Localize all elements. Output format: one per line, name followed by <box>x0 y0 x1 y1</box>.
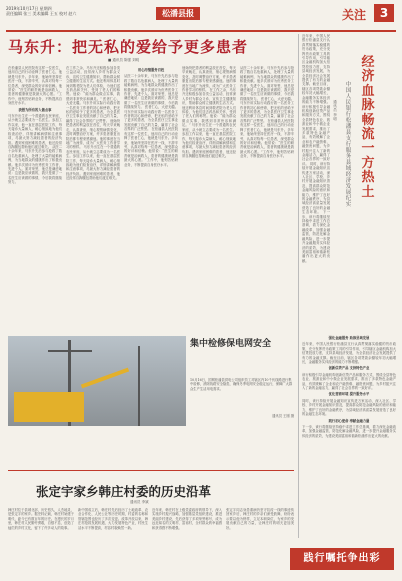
news-photo <box>8 336 186 426</box>
article3-column-1 <box>8 508 74 576</box>
side-column-text <box>302 34 330 334</box>
side-paragraph: 同时，该行持续开展金融知识宣传进万家活动，深入社区、学校、乡村开展金融知识普及，提高群众防范金融风险的意识和能力，维护了良好的金融秩序，为县域经济高质量发展营造了良好的金融生态环境。 <box>302 161 330 215</box>
article1-paragraph: 在松潘县人民医院有这样一位医生，他用自己的行动诠释了医者仁心，他就是马东升。多年来，他始终坚持在医疗一线，不辞辛劳，认真对待每一位患者，深受群众的好评和信赖。他常说：“医生的职责就是治病救人，患者的健康就是我最大的心愿。”工作中，他刻苦钻研业务，不断提高自身医疗水平。 <box>124 127 178 167</box>
article1-paragraph: 从医二十余年来，马东升先后参与抢救了数百名危重病人，处理了大量的疑难病例，为当地群众的健康作出了积极贡献。他多次被评为优秀医务工作者，先进个人。面对荣誉，他总是谦虚地说：这是我应该做的，我只是做了一名医生应该做的事情，今后我将继续努力。 <box>240 66 294 101</box>
article1-subhead: 用心用情服务百姓 <box>137 68 165 72</box>
editor-credits: 责任编辑 张三 美术编辑 王五 校对 赵六 <box>6 11 77 16</box>
article3-paragraph: 新中国成立后，韩庄村先后经历了土地改革、农业合作化、人民公社等历史时期，村委的名称和管辖范围也经历了多次变更。改革开放以来，韩庄村抢抓发展机遇，大力发展特色产业，村民生活水平不断提高，村容村貌焕然一新。 <box>78 508 148 530</box>
side-paragraph: 近年来，中国人民银行松潘县支行认真贯彻落实稳健的货币政策，充分发挥货币政策工具的引导作用，引导辖区金融机构加大信贷投放力度，支持县域经济发展，为全县经济社会发展提供了有力的金融支撑。截至目前，辖区各项贷款余额较年初大幅增长，金融服务实体经济的能力不断增强。 <box>302 34 330 105</box>
article1-paragraph: 在松潘县人民医院有这样一位医生，他用自己的行动诠释了医者仁心，他就是马东升。多年来，他始终坚持在医疗一线，不辞辛劳，认真对待每一位患者，深受群众的好评和信赖。他常说：“医生的职责就是治病救人，患者的健康就是我最大的心愿。”工作中，他刻苦钻研业务，不断提高自身医疗水平。 <box>240 118 294 159</box>
article3-column-4 <box>226 508 294 576</box>
column-divider <box>298 34 299 538</box>
article1-paragraph: 从医二十余年来，马东升先后参与抢救了数百名危重病人，处理了大量的疑难病例，为当地群众的健康作出了积极贡献。他多次被评为优秀医务工作者，先进个人。面对荣誉，他总是谦虚地说：这是我应该做的，我只是做了一名医生应该做的事情，今后我将继续努力。 <box>124 74 178 110</box>
article1-column-1 <box>8 66 62 332</box>
feature-subhead: 创新信贷产品 支持特色产业 <box>328 366 370 371</box>
page-number: 3 <box>374 4 394 22</box>
article3-paragraph: 韩庄村位于县城北部，历史悠久，人杰地灵，是张定宇的家乡。据史料记载，韩庄村始建于明代，距今已有数百年的历史。在漫长的岁月里，韩庄村人民勤劳勇敢，自强不息，创造了灿烂的乡村文化，留下了许多动人的故事。 <box>8 508 74 530</box>
feature-paragraph: 下一步，该行将继续坚持稳中求进工作总基调，着力深化金融改革，加强金融监管，防范化解金融风险，进一步提升金融服务实体经济的质效，为建设美丽富裕和谐新松潘作出更大的贡献。 <box>302 424 396 438</box>
article1-column-2 <box>66 66 120 332</box>
article1-byline: ■ 通讯员 陈强 刘明 <box>108 58 140 62</box>
article1-paragraph: 在松潘县人民医院有这样一位医生，他用自己的行动诠释了医者仁心，他就是马东升。多年来，他始终坚持在医疗一线，不辞辛劳，认真对待每一位患者，深受群众的好评和信赖。他常说：“医生的职责就是治病救人，患者的健康就是我最大的心愿。”工作中，他刻苦钻研业务，不断提高自身医疗水平。 <box>8 66 62 106</box>
article1-paragraph: 在工作之余，马东升还积极参加各类公益活动，经常深入乡村为群众义诊，宣传卫生健康知识，帮助群众树立健康的生活方式。他还利用休息时间到敬老院为老人们体检，为他们送去药品和关怀，受到了老人们的称赞。他说：“能为群众做点实事，我感到非常快乐和满足。” <box>182 88 236 128</box>
feature-vertical-subtitle: 中国人民银行松潘县支行服务县域经济发展纪实 <box>345 82 352 208</box>
utility-pole <box>138 346 140 426</box>
slogan-banner: 践行嘱托争出彩 <box>290 548 394 570</box>
article1-paragraph: 马东升出生在一个普通的农民家庭，从小就立志要成为一名医生。参加工作以来，他一直在基层医院工作，每天接诊大量病人，耐心细致地为他们检查治疗，详细讲解病情和注意事项，尽最大努力减轻患者的经济负担。遇到家庭困难的患者，他还经常自掏腰包帮助他们渡过难关。 <box>66 145 120 181</box>
feature-subhead: 优化营商环境 提升服务水平 <box>328 392 370 397</box>
feature-paragraph: 近年来，中国人民银行松潘县支行认真贯彻落实稳健的货币政策，充分发挥货币政策工具的引导作用，引导辖区金融机构加大信贷投放力度，支持县域经济发展，为全县经济社会发展提供了有力的金融支撑。截至目前，辖区各项贷款余额较年初大幅增长，金融服务实体经济的能力不断增强。 <box>302 342 396 365</box>
issue-date: 2019年10月17日 星期四 <box>6 6 52 11</box>
article1-paragraph: 在工作之余，马东升还积极参加各类公益活动，经常深入乡村为群众义诊，宣传卫生健康知识，帮助群众树立健康的生活方式。他还利用休息时间到敬老院为老人们体检，为他们送去药品和关怀，受到了老人们的称赞。他说：“能为群众做点实事，我感到非常快乐和满足。” <box>66 66 120 101</box>
article3-headline: 张定宇家乡韩庄村委的历史沿革 <box>36 484 212 499</box>
article3-paragraph: 张定宇同志身患重病仍坚守抗疫一线的事迹传回家乡后，韩庄村的乡亲们深受鼓舞，纷纷表示要以他为榜样，立足本职岗位，为家乡的发展贡献自己的力量，让韩庄村的明天更加美好。 <box>226 508 294 530</box>
article1-paragraph: 他始终把患者的利益放在首位，每天早来晚走，认真查房，细心观察病情变化，及时调整治疗方案，许多患者康复出院后都专程来感谢他。他的事迹在当地广为流传，成为广大医务工作者学习的榜样。 <box>66 118 120 150</box>
article2-headline: 集中检修保电网安全 <box>190 339 272 349</box>
feature-paragraph: 该行积极引导金融机构创新信贷产品和服务方式，围绕全县特色农业、旅游业和中小微企业发展需求，推出了多款特色金融产品，有效缓解了企业和农户融资难、融资贵问题，为乡村振兴注入了新的金融活力，赢得了社会各界的一致好评。 <box>302 372 396 391</box>
article3-paragraph: 近年来，韩庄村在上级党委政府的领导下，深入实施乡村振兴战略，加强基层党组织建设，推进美丽乡村建设，先后获得了多项荣誉称号，成为远近闻名的文明村、富裕村，全村群众的幸福感和获得感不断增强。 <box>152 508 222 530</box>
article1-paragraph: 医者仁心，大爱无疆。马东升用实际行动践行着一名医务工作者的初心和使命，把无私的爱给予了更多的患者，为全县医疗卫生事业发展贡献了自己的力量，赢得了社会各界的广泛赞誉。 <box>240 96 294 123</box>
feature-byline: 通讯员 李明 <box>333 100 337 121</box>
truck-boom <box>81 368 129 389</box>
feature-vertical-headline: 经济血脉畅流一方热土 <box>361 55 375 200</box>
article1-headline: 马东升：把无私的爱给予更多患者 <box>8 38 249 56</box>
section-title: 关注 <box>341 8 366 22</box>
article1-column-3 <box>124 66 178 332</box>
feature-subhead: 强化金融服务 助推县域发展 <box>328 336 370 340</box>
article1-subhead: 我想为所有的人做点事 <box>18 107 52 112</box>
article1-paragraph: 从医二十余年来，马东升先后参与抢救了数百名危重病人，处理了大量的疑难病例，为当地群众的健康作出了积极贡献。他多次被评为优秀医务工作者，先进个人。面对荣誉，他总是谦虚地说：这是我应该做的，我只是做了一名医生应该做的事情，今后我将继续努力。 <box>8 144 62 185</box>
article3-column-2 <box>78 508 148 576</box>
feature-body <box>302 334 396 534</box>
feature-paragraph: 同时，该行持续开展金融知识宣传进万家活动，深入社区、学校、乡村开展金融知识普及，提高群众防范金融风险的意识和能力，维护了良好的金融秩序，为县域经济高质量发展营造了良好的金融生态环境。 <box>302 398 396 417</box>
article1-paragraph: 马东升出生在一个普通的农民家庭，从小就立志要成为一名医生。参加工作以来，他一直在基层医院工作，每天接诊大量病人，耐心细致地为他们检查治疗，详细讲解病情和注意事项，尽最大努力减轻患者的经济负担。遇到家庭困难的患者，他还经常自掏腰包帮助他们渡过难关。 <box>8 114 62 149</box>
photo-caption: 10月16日，国网松潘县供电公司组织员工对辖区内10千伏线路进行集中检修，消除线路安全隐患，确保冬季电网安全稳定运行，保障广大群众生产生活用电需求。 <box>190 378 293 391</box>
article3-byline: 通讯员 李斌 <box>130 500 149 504</box>
pole-crossarm <box>48 350 92 352</box>
feature-subhead: 践行初心使命 奉献金融力量 <box>328 418 370 423</box>
bucket-truck <box>14 392 84 422</box>
article1-column-5 <box>240 66 294 332</box>
article1-paragraph: 医者仁心，大爱无疆。马东升用实际行动践行着一名医务工作者的初心和使命，把无私的爱给予了更多的患者，为全县医疗卫生事业发展贡献了自己的力量，赢得了社会各界的广泛赞誉。 <box>66 96 120 123</box>
side-paragraph: 该行积极引导金融机构创新信贷产品和服务方式，围绕全县特色农业、旅游业和中小微企业发展需求，推出了多款特色金融产品，有效缓解了企业和农户融资难、融资贵问题，为乡村振兴注入了新的金融活力，赢得了社会各界的一致好评。 <box>302 104 330 166</box>
article3-column-3 <box>152 508 222 576</box>
section-separator <box>8 470 294 471</box>
header-date <box>6 6 96 16</box>
masthead-logo: 松潘县报 <box>156 7 200 20</box>
article1-paragraph: 马东升出生在一个普通的农民家庭，从小就立志要成为一名医生。参加工作以来，他一直在基层医院工作，每天接诊大量病人，耐心细致地为他们检查治疗，详细讲解病情和注意事项，尽最大努力减轻患者的经济负担。遇到家庭困难的患者，他还经常自掏腰包帮助他们渡过难关。 <box>182 123 236 159</box>
article1-paragraph: 他始终把患者的利益放在首位，每天早来晚走，认真查房，细心观察病情变化，及时调整治疗方案，许多患者康复出院后都专程来感谢他。他的事迹在当地广为流传，成为广大医务工作者学习的榜样。 <box>182 66 236 93</box>
photo-credit: 通讯员 王刚 摄 <box>272 414 294 418</box>
article1-column-4 <box>182 66 236 332</box>
page-header <box>6 4 396 32</box>
side-paragraph: 下一步，该行将继续坚持稳中求进工作总基调，着力深化金融改革，加强金融监管，防范化解金融风险，进一步提升金融服务实体经济的质效，为建设美丽富裕和谐新松潘作出更大的贡献。 <box>302 210 330 263</box>
article1-paragraph: 医者仁心，大爱无疆。马东升用实际行动践行着一名医务工作者的初心和使命，把无私的爱给予了更多的患者，为全县医疗卫生事业发展贡献了自己的力量，赢得了社会各界的广泛赞誉。 <box>124 105 178 132</box>
